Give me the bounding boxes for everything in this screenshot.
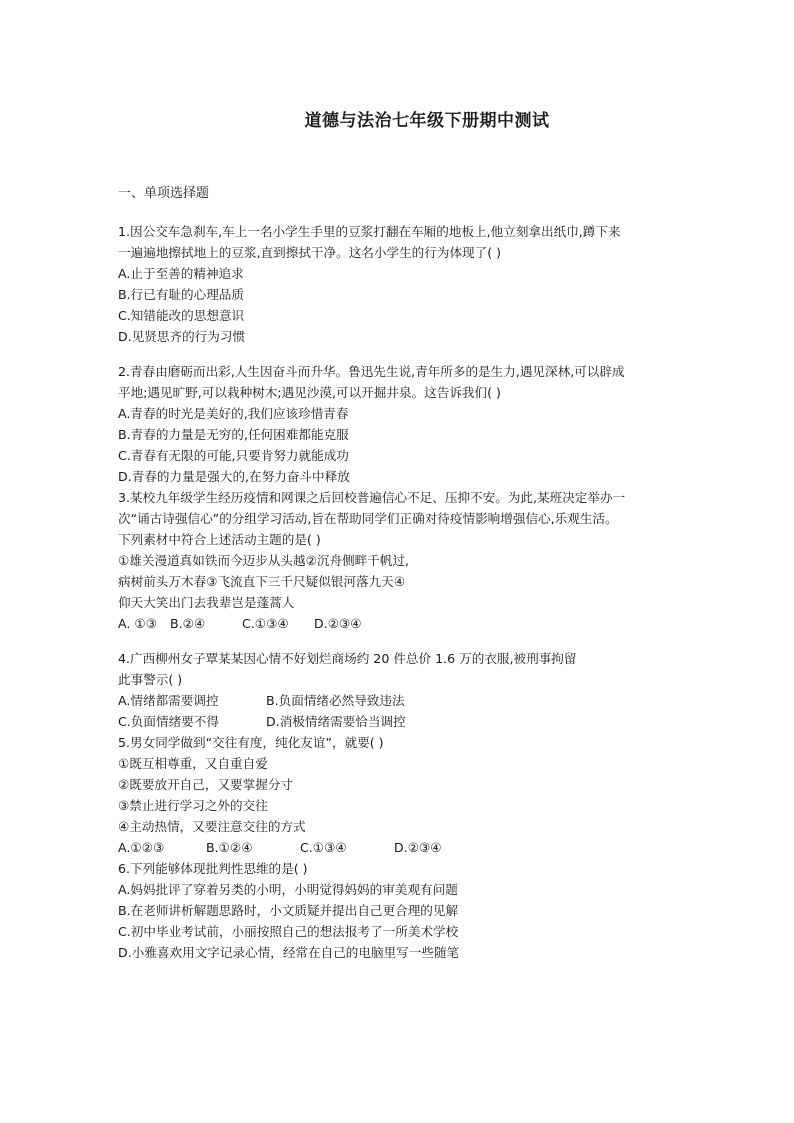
option-a: A.情绪都需要调控 <box>118 693 219 708</box>
options-row <box>118 690 698 711</box>
question-stem: 3.某校九年级学生经历疫情和网课之后回校普遍信心不足、压抑不安。为此,某班决定举办一 <box>118 490 626 505</box>
option-a: A.止于至善的精神追求 <box>118 266 244 281</box>
option-a: A. ①③ <box>118 616 157 631</box>
material-line: ①既互相尊重，又自重自爱 <box>118 756 268 771</box>
question-2 <box>118 361 698 487</box>
option-b: B.青春的力量是无穷的,任何困难都能克服 <box>118 427 349 442</box>
question-stem: 4.广西柳州女子覃某某因心情不好划烂商场约 20 件总价 1.6 万的衣服,被刑事拘留 <box>118 651 577 666</box>
option-b: B.在老师讲析解题思路时，小文质疑并提出自己更合理的见解 <box>118 903 459 918</box>
options-row <box>118 613 698 634</box>
material-line: ③禁止进行学习之外的交往 <box>118 798 268 813</box>
question-stem: 5.男女同学做到“交往有度，纯化友谊”，就要( ) <box>118 735 384 750</box>
option-d: D.青春的力量是强大的,在努力奋斗中释放 <box>118 469 350 484</box>
option-c: C.初中毕业考试前，小丽按照自己的想法报考了一所美术学校 <box>118 924 459 939</box>
option-d: D.②③④ <box>314 616 362 631</box>
material-line: 病树前头万木春③飞流直下三千尺疑似银河落九天④ <box>118 574 406 589</box>
option-a: A.①②③ <box>118 840 165 855</box>
option-c: C.①③④ <box>300 840 347 855</box>
section-heading: 一、单项选择题 <box>118 186 210 201</box>
question-stem: 一遍遍地擦拭地上的豆浆,直到擦拭干净。这名小学生的行为体现了( ) <box>118 245 502 260</box>
page-title: 道德与法治七年级下册期中测试 <box>304 111 550 131</box>
option-b: B.行已有耻的心理品质 <box>118 287 244 302</box>
option-d: D.消极情绪需要恰当调控 <box>266 714 406 729</box>
question-6 <box>118 858 698 963</box>
option-d: D.②③④ <box>394 840 442 855</box>
option-b: B.②④ <box>170 616 206 631</box>
question-4 <box>118 648 698 732</box>
question-5 <box>118 732 698 858</box>
option-b: B.①②④ <box>206 840 253 855</box>
question-3 <box>118 487 698 634</box>
question-stem: 此事警示( ) <box>118 672 183 687</box>
option-c: C.①③④ <box>242 616 289 631</box>
question-stem: 2.青春由磨砺而出彩,人生因奋斗而升华。鲁迅先生说,青年所多的是生力,遇见深林,可以辟成 <box>118 364 625 379</box>
question-stem: 1.因公交车急刹车,车上一名小学生手里的豆浆打翻在车厢的地板上,他立刻拿出纸巾,蹲下来 <box>118 224 621 239</box>
material-line: 仰天大笑出门去我辈岂是蓬蒿人 <box>118 595 295 610</box>
option-c: C.青春有无限的可能,只要肯努力就能成功 <box>118 448 349 463</box>
option-c: C.知错能改的思想意识 <box>118 308 245 323</box>
option-d: D.小雅喜欢用文字记录心情，经常在自己的电脑里写一些随笔 <box>118 945 460 960</box>
question-stem: 下列素材中符合上述活动主题的是( ) <box>118 532 321 547</box>
option-b: B.负面情绪必然导致违法 <box>266 693 405 708</box>
material-line: ①雄关漫道真如铁而今迈步从头越②沉舟侧畔千帆过, <box>118 553 410 568</box>
material-line: ②既要放开自己，又要掌握分寸 <box>118 777 294 792</box>
option-a: A.青春的时光是美好的,我们应该珍惜青春 <box>118 406 349 421</box>
option-c: C.负面情绪要不得 <box>118 714 219 729</box>
material-line: ④主动热情，又要注意交往的方式 <box>118 819 306 834</box>
question-1 <box>118 221 698 347</box>
options-row <box>118 711 698 732</box>
question-stem: 6.下列能够体现批判性思维的是( ) <box>118 861 308 876</box>
option-a: A.妈妈批评了穿着另类的小明，小明觉得妈妈的审美观有问题 <box>118 882 458 897</box>
question-stem: 次“诵古诗强信心”的分组学习活动,旨在帮助同学们正确对待疫情影响增强信心,乐观生活。 <box>118 511 618 526</box>
option-d: D.见贤思齐的行为习惯 <box>118 329 246 344</box>
options-row <box>118 837 698 858</box>
questions <box>118 221 698 963</box>
question-stem: 平地;遇见旷野,可以栽种树木;遇见沙漠,可以开掘井泉。这告诉我们( ) <box>118 385 501 400</box>
